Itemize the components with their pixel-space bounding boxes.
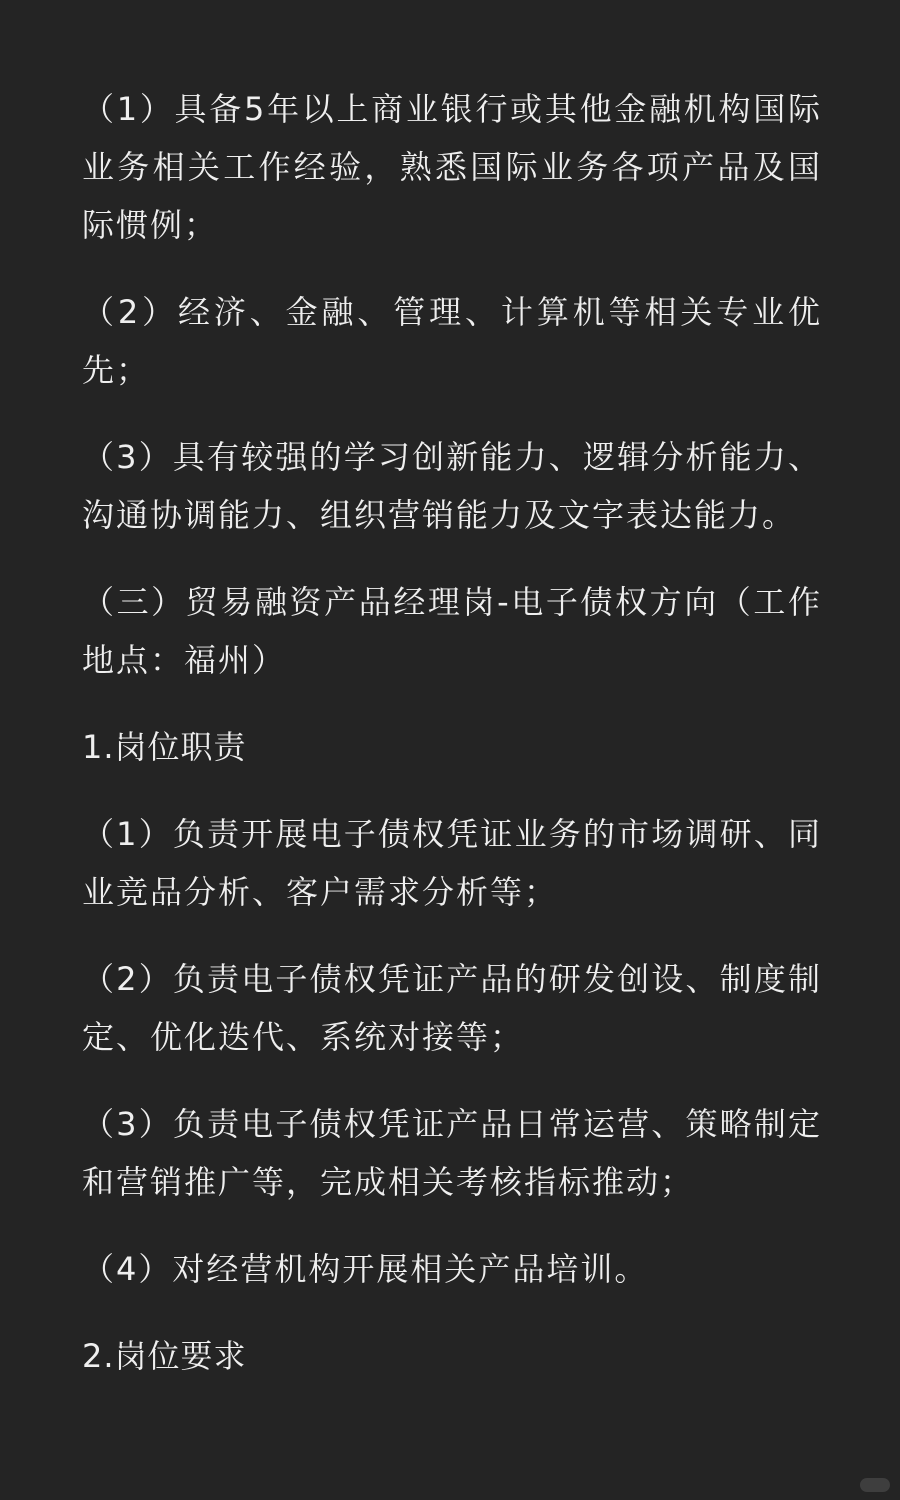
requirement-1-paragraph: （1）具备5年以上商业银行或其他金融机构国际业务相关工作经验，熟悉国际业务各项产品及国际惯例； <box>82 90 822 244</box>
responsibility-1-paragraph: （1）负责开展电子债权凭证业务的市场调研、同业竞品分析、客户需求分析等； <box>82 815 822 911</box>
section-three-title: （三）贸易融资产品经理岗-电子债权方向（工作地点：福州） <box>82 583 822 679</box>
requirement-3-paragraph: （3）具有较强的学习创新能力、逻辑分析能力、沟通协调能力、组织营销能力及文字表达能力。 <box>82 438 822 534</box>
platform-watermark-icon <box>860 1478 890 1492</box>
responsibility-2-paragraph: （2）负责电子债权凭证产品的研发创设、制度制定、优化迭代、系统对接等； <box>82 960 822 1056</box>
requirements-heading: 2.岗位要求 <box>82 1337 247 1375</box>
requirement-2-paragraph: （2）经济、金融、管理、计算机等相关专业优先； <box>82 293 822 389</box>
document-body <box>82 80 822 1385</box>
responsibility-4-paragraph: （4）对经营机构开展相关产品培训。 <box>82 1250 649 1288</box>
responsibility-3-paragraph: （3）负责电子债权凭证产品日常运营、策略制定和营销推广等，完成相关考核指标推动； <box>82 1105 822 1201</box>
responsibilities-heading: 1.岗位职责 <box>82 728 247 766</box>
